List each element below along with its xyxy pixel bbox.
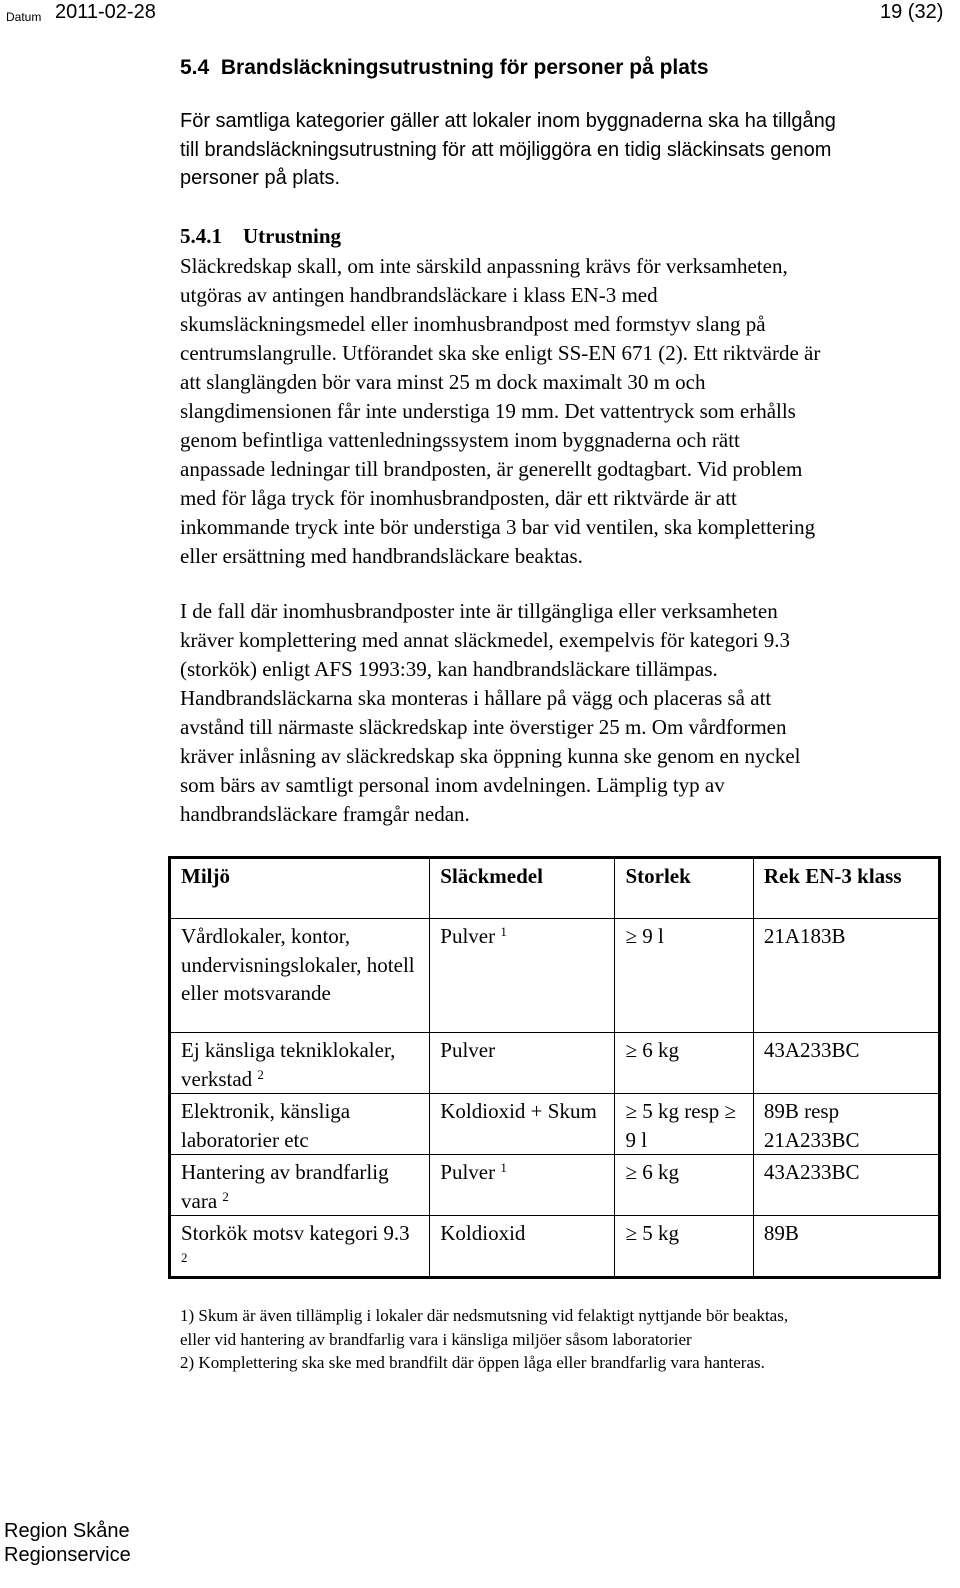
paragraph-line: avstånd till närmaste släckredskap inte överstiger 25 m. Om vårdformen [180,715,787,739]
paragraph-line: kräver komplettering med annat släckmedel, exempelvis för kategori 9.3 [180,628,790,652]
cell-klass: 43A233BC [753,1155,939,1216]
paragraph-line: I de fall där inomhusbrandposter inte är tillgängliga eller verksamheten [180,599,778,623]
paragraph-line: kräver inlåsning av släckredskap ska öppning kunna ske genom en nyckel [180,744,801,768]
footnote-1-line-1: 1) Skum är även tillämplig i lokaler där nedsmutsning vid felaktigt nyttjande bör beaktas, [180,1306,789,1325]
cell-klass: 43A233BC [753,1033,939,1094]
cell-slackmedel: Pulver $^1$ [430,919,615,1033]
cell-slackmedel: Koldioxid [430,1216,615,1278]
paragraph-line: skumsläckningsmedel eller inomhusbrandpost med formstyv slang på [180,312,766,336]
table-row [170,1094,940,1155]
paragraph-line: som bärs av samtligt personal inom avdelningen. Lämplig typ av [180,773,725,797]
cell-miljo: Hantering av brandfarlig vara $^2$ [170,1155,430,1216]
paragraph-line: med för låga tryck för inomhusbrandposten, där ett riktvärde är att [180,486,737,510]
cell-storlek: ≥ 5 kg resp ≥ 9 l [615,1094,753,1155]
subsection-title: 5.4.1 Utrustning [180,224,342,248]
header-miljo: Miljö [170,858,430,919]
paragraph-line: att slanglängden bör vara minst 25 m dock maximalt 30 m och [180,370,706,394]
cell-slackmedel: Koldioxid + Skum [430,1094,615,1155]
table-row [170,1033,940,1094]
extinguisher-paragraph [180,597,950,829]
intro-line: till brandsläckningsutrustning för att möjliggöra en tidig släckinsats genom [180,138,832,161]
paragraph-line: anpassade ledningar till brandposten, är generellt godtagbart. Vid problem [180,457,803,481]
intro-line: personer på plats. [180,167,341,189]
paragraph-line: (storkök) enligt AFS 1993:39, kan handbrandsläckare tillämpas. [180,657,718,681]
paragraph-line: eller ersättning med handbrandsläckare beaktas. [180,544,583,568]
cell-klass: 89B [753,1216,939,1278]
table-row [170,919,940,1033]
paragraph-line: Släckredskap skall, om inte särskild anpassning krävs för verksamheten, [180,254,788,278]
cell-storlek: ≥ 6 kg [615,1155,753,1216]
paragraph-line: utgöras av antingen handbrandsläckare i klass EN-3 med [180,283,658,307]
table-row [170,1155,940,1216]
cell-slackmedel: Pulver [430,1033,615,1094]
organization-name: Region Skåne [4,1520,130,1542]
paragraph-line: genom befintliga vattenledningssystem inom byggnaderna och rätt [180,428,740,452]
cell-slackmedel: Pulver $^1$ [430,1155,615,1216]
paragraph-line: centrumslangrulle. Utförandet ska ske enligt SS-EN 671 (2). Ett riktvärde är [180,341,821,365]
cell-klass: 21A183B [753,919,939,1033]
intro-paragraph [180,107,950,193]
equipment-paragraph [180,252,950,571]
page-number: 19 (32) [880,1,944,23]
extinguisher-table [168,856,941,1279]
table-row [170,1216,940,1278]
cell-miljo: Storkök motsv kategori 9.3 $^2$ [170,1216,430,1278]
section-title: 5.4 Brandsläckningsutrustning för personer på plats [180,56,709,79]
header-rek-klass: Rek EN-3 klass [753,858,939,919]
cell-storlek: ≥ 6 kg [615,1033,753,1094]
cell-klass: 89B resp 21A233BC [753,1094,939,1155]
table-header-row [170,858,940,919]
cell-miljo: Ej känsliga tekniklokaler, verkstad $^2$ [170,1033,430,1094]
organization-unit: Regionservice [4,1544,131,1566]
cell-storlek: ≥ 9 l [615,919,753,1033]
paragraph-line: slangdimensionen får inte understiga 19 mm. Det vattentryck som erhålls [180,399,796,423]
date-label: Datum [6,10,42,24]
cell-miljo: Elektronik, känsliga laboratorier etc [170,1094,430,1155]
intro-line: För samtliga kategorier gäller att lokaler inom byggnaderna ska ha tillgång [180,110,836,132]
footnote-1-line-2: eller vid hantering av brandfarlig vara i känsliga miljöer såsom laboratorier [180,1330,692,1349]
paragraph-line: Handbrandsläckarna ska monteras i hållare på vägg och placeras så att [180,686,772,710]
cell-miljo: Vårdlokaler, kontor, undervisningslokaler, hotell eller motsvarande [170,919,430,1033]
footnote-2: 2) Komplettering ska ske med brandfilt där öppen låga eller brandfarlig vara hanteras. [180,1353,765,1372]
header-slackmedel: Släckmedel [430,858,615,919]
header-storlek: Storlek [615,858,753,919]
document-date: 2011-02-28 [55,1,156,23]
cell-storlek: ≥ 5 kg [615,1216,753,1278]
paragraph-line: handbrandsläckare framgår nedan. [180,802,470,826]
paragraph-line: inkommande tryck inte bör understiga 3 bar vid ventilen, ska komplettering [180,515,816,539]
